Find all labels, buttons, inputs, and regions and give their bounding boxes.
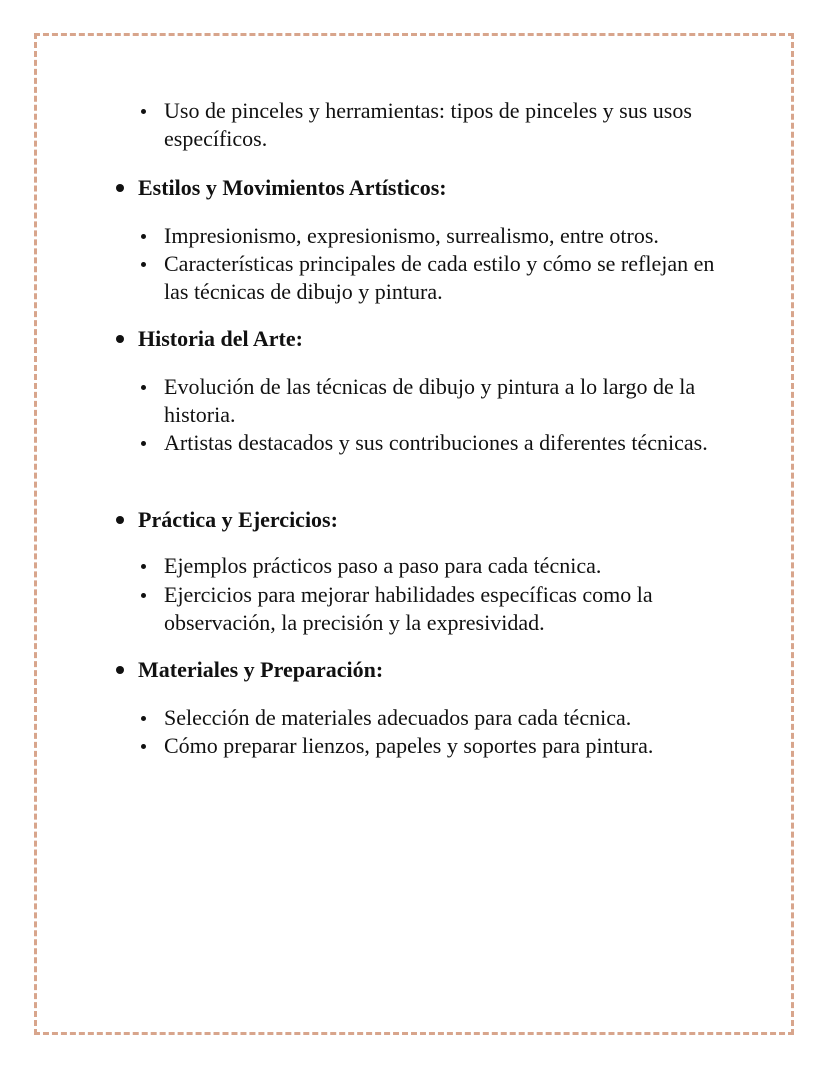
section-title-text: Estilos y Movimientos Artísticos: (138, 175, 447, 200)
list-item (164, 250, 724, 306)
bullet-icon (116, 184, 124, 192)
list-item (164, 429, 724, 457)
bullet-icon (141, 234, 146, 239)
section-title (138, 656, 383, 684)
list-item-text: Ejemplos prácticos paso a paso para cada técnica. (164, 553, 602, 578)
list-item (164, 732, 724, 760)
bullet-icon (141, 441, 146, 446)
bullet-icon (141, 262, 146, 267)
list-item-text: Características principales de cada estilo y cómo se reflejan en las técnicas de dibujo y pintura. (164, 251, 715, 304)
bullet-icon (141, 564, 146, 569)
section-title-text: Materiales y Preparación: (138, 657, 384, 682)
bullet-icon (141, 716, 146, 721)
bullet-icon (141, 109, 146, 114)
list-item-text: Uso de pinceles y herramientas: tipos de pinceles y sus usos específicos. (164, 98, 692, 151)
bullet-icon (141, 593, 146, 598)
list-item (164, 552, 724, 580)
section-title (138, 174, 447, 202)
section-title (138, 506, 338, 534)
bullet-icon (116, 335, 124, 343)
list-item-text: Artistas destacados y sus contribuciones a diferentes técnicas. (164, 430, 708, 455)
bullet-icon (141, 744, 146, 749)
list-item-text: Impresionismo, expresionismo, surrealismo, entre otros. (164, 223, 659, 248)
bullet-icon (141, 385, 146, 390)
section-title-text: Historia del Arte: (138, 326, 303, 351)
list-item-text: Selección de materiales adecuados para cada técnica. (164, 705, 632, 730)
bullet-icon (116, 666, 124, 674)
list-item-text: Cómo preparar lienzos, papeles y soportes para pintura. (164, 733, 654, 758)
bullet-icon (116, 516, 124, 524)
list-item (164, 222, 724, 250)
section-title-text: Práctica y Ejercicios: (138, 507, 338, 532)
list-item (164, 581, 724, 637)
list-item-text: Evolución de las técnicas de dibujo y pintura a lo largo de la historia. (164, 374, 696, 427)
list-item (164, 373, 724, 429)
section-title (138, 325, 303, 353)
list-item-text: Ejercicios para mejorar habilidades específicas como la observación, la precisión y la expresividad. (164, 582, 653, 635)
list-item (164, 97, 724, 153)
list-item (164, 704, 724, 732)
